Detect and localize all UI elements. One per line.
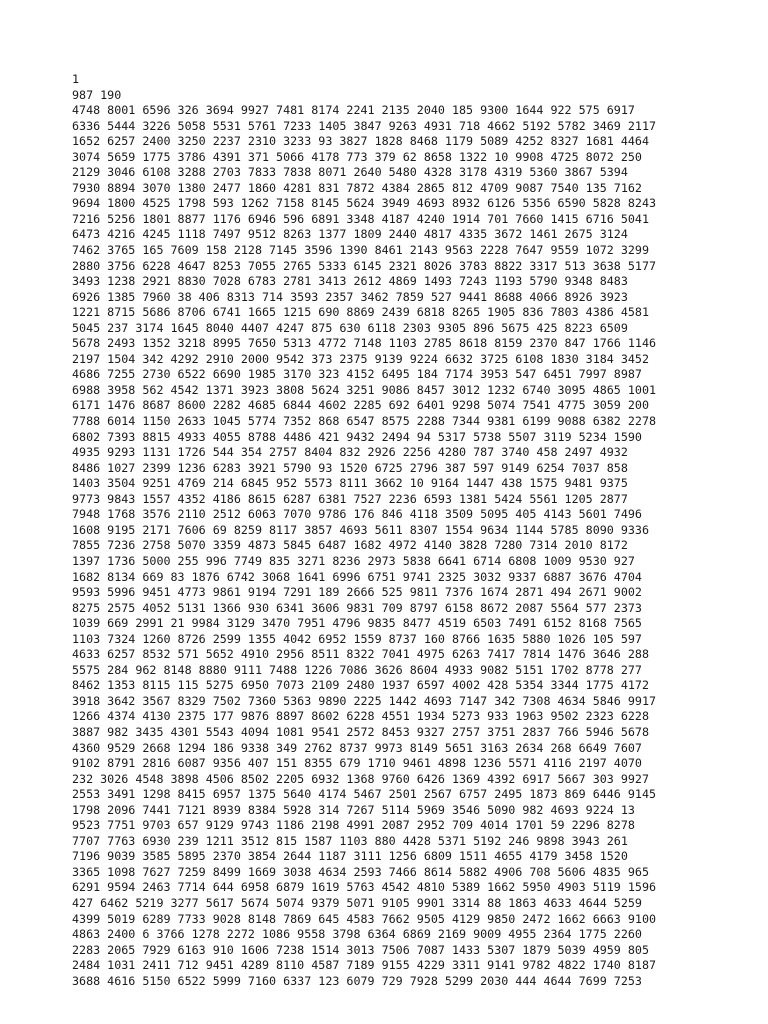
text-line: 2484 1031 2411 712 9451 4289 8110 4587 7189 9155 4229 3311 9141 9782 4822 1740 8187: [72, 958, 657, 973]
text-line: 7196 9039 3585 5895 2370 3854 2644 1187 3111 1256 6809 1511 4655 4179 3458 1520: [72, 849, 628, 864]
text-line: 7462 3765 165 7609 158 2128 7145 3596 1390 8461 2143 9563 2228 7647 9559 1072 3299: [72, 243, 649, 258]
text-line: 4748 8001 6596 326 3694 9927 7481 8174 2241 2135 2040 185 9300 1644 922 575 6917: [72, 103, 635, 118]
text-line: 2197 1504 342 4292 2910 2000 9542 373 2375 9139 9224 6632 3725 6108 1830 3184 3452: [72, 351, 649, 366]
text-line: 8486 1027 2399 1236 6283 3921 5790 93 1520 6725 2796 387 597 9149 6254 7037 858: [72, 460, 628, 475]
text-line: 7707 7763 6930 239 1211 3512 815 1587 1103 880 4428 5371 5192 246 9898 3943 261: [72, 833, 628, 848]
text-line: 4360 9529 2668 1294 186 9338 349 2762 8737 9973 8149 5651 3163 2634 268 6649 7607: [72, 740, 642, 755]
text-line: 2129 3046 6108 3288 2703 7833 7838 8071 2640 5480 4328 3178 4319 5360 3867 5394: [72, 165, 628, 180]
text-line: 1682 8134 669 83 1876 6742 3068 1641 6996 6751 9741 2325 3032 9337 6887 3676 4704: [72, 569, 642, 584]
text-line: 4686 7255 2730 6522 6690 1985 3170 323 4152 6495 184 7174 3953 547 6451 7997 8987: [72, 367, 642, 382]
text-line: 2880 3756 6228 4647 8253 7055 2765 5333 6145 2321 8026 3783 8822 3317 513 3638 5177: [72, 258, 657, 273]
text-line: 1266 4374 4130 2375 177 9876 8897 8602 6228 4551 1934 5273 933 1963 9502 2323 6228: [72, 709, 649, 724]
text-line: 8275 2575 4052 5131 1366 930 6341 3606 9831 709 8797 6158 8672 2087 5564 577 2373: [72, 600, 642, 615]
text-line: 6988 3958 562 4542 1371 3923 3808 5624 3251 9086 8457 3012 1232 6740 3095 4865 1001: [72, 382, 657, 397]
text-line: 9523 7751 9703 657 9129 9743 1186 2198 4991 2087 2952 709 4014 1701 59 2296 8278: [72, 818, 635, 833]
text-line: 7930 8894 3070 1380 2477 1860 4281 831 7872 4384 2865 812 4709 9087 7540 135 7162: [72, 180, 642, 195]
text-line: 7855 7236 2758 5070 3359 4873 5845 6487 1682 4972 4140 3828 7280 7314 2010 8172: [72, 538, 628, 553]
text-line: 1221 8715 5686 8706 6741 1665 1215 690 8869 2439 6818 8265 1905 836 7803 4386 4581: [72, 305, 649, 320]
text-line: 987 190: [72, 87, 122, 102]
text-line: 1039 669 2991 21 9984 3129 3470 7951 4796 9835 8477 4519 6503 7491 6152 8168 7565: [72, 616, 642, 631]
document-body: [72, 72, 762, 989]
text-line: 4633 6257 8532 571 5652 4910 2956 8511 8322 7041 4975 6263 7417 7814 1476 3646 288: [72, 647, 649, 662]
text-line: 1103 7324 1260 8726 2599 1355 4042 6952 1559 8737 160 8766 1635 5880 1026 105 597: [72, 631, 642, 646]
text-line: 9694 1800 4525 1798 593 1262 7158 8145 5624 3949 4693 8932 6126 5356 6590 5828 8243: [72, 196, 657, 211]
text-line: 6473 4216 4245 1118 7497 9512 8263 1377 1809 2440 4817 4335 3672 1461 2675 3124: [72, 227, 628, 242]
text-line: 4935 9293 1131 1726 544 354 2757 8404 832 2926 2256 4280 787 3740 458 2497 4932: [72, 445, 628, 460]
text-line: 5045 237 3174 1645 8040 4407 4247 875 630 6118 2303 9305 896 5675 425 8223 6509: [72, 320, 628, 335]
text-line: 1608 9195 2171 7606 69 8259 8117 3857 4693 5611 8307 1554 9634 1144 5785 8090 9336: [72, 522, 649, 537]
text-line: 6171 1476 8687 8600 2282 4685 6844 4602 2285 692 6401 9298 5074 7541 4775 3059 200: [72, 398, 649, 413]
text-line: 6336 5444 3226 5058 5531 5761 7233 1405 3847 9263 4931 718 4662 5192 5782 3469 2117: [72, 118, 657, 133]
text-line: 9773 9843 1557 4352 4186 8615 6287 6381 7527 2236 6593 1381 5424 5561 1205 2877: [72, 491, 628, 506]
text-line: 2283 2065 7929 6163 910 1606 7238 1514 3013 7506 7087 1433 5307 1879 5039 4959 805: [72, 942, 649, 957]
text-line: 6926 1385 7960 38 406 8313 714 3593 2357 3462 7859 527 9441 8688 4066 8926 3923: [72, 289, 628, 304]
text-line: 3074 5659 1775 3786 4391 371 5066 4178 773 379 62 8658 1322 10 9908 4725 8072 250: [72, 149, 642, 164]
text-line: 7788 6014 1150 2633 1045 5774 7352 868 6547 8575 2288 7344 9381 6199 9088 6382 2278: [72, 414, 657, 429]
text-line: 8462 1353 8115 115 5275 6950 7073 2109 2480 1937 6597 4002 428 5354 3344 1775 4172: [72, 678, 649, 693]
text-line: 3493 1238 2921 8830 7028 6783 2781 3413 2612 4869 1493 7243 1193 5790 9348 8483: [72, 274, 628, 289]
text-line: 3688 4616 5150 6522 5999 7160 6337 123 6079 729 7928 5299 2030 444 4644 7699 7253: [72, 973, 642, 988]
text-line: 3365 1098 7627 7259 8499 1669 3038 4634 2593 7466 8614 5882 4906 708 5606 4835 965: [72, 864, 649, 879]
text-line: 6802 7393 8815 4933 4055 8788 4486 421 9432 2494 94 5317 5738 5507 3119 5234 1590: [72, 429, 642, 444]
text-line: 7948 1768 3576 2110 2512 6063 7070 9786 176 846 4118 3509 5095 405 4143 5601 7496: [72, 507, 642, 522]
text-line: 232 3026 4548 3898 4506 8502 2205 6932 1368 9760 6426 1369 4392 6917 5667 303 9927: [72, 771, 649, 786]
text-line: 9593 5996 9451 4773 9861 9194 7291 189 2666 525 9811 7376 1674 2871 494 2671 9002: [72, 585, 642, 600]
text-line: 5575 284 962 8148 8880 9111 7488 1226 7086 3626 8604 4933 9082 5151 1702 8778 277: [72, 662, 642, 677]
text-line: 1798 2096 7441 7121 8939 8384 5928 314 7267 5114 5969 3546 5090 982 4693 9224 13: [72, 802, 635, 817]
text-line: 1: [72, 72, 80, 86]
text-line: 5678 2493 1352 3218 8995 7650 5313 4772 7148 1103 2785 8618 8159 2370 847 1766 1146: [72, 336, 657, 351]
text-line: 1403 3504 9251 4769 214 6845 952 5573 8111 3662 10 9164 1447 438 1575 9481 9375: [72, 476, 628, 491]
text-line: 7216 5256 1801 8877 1176 6946 596 6891 3348 4187 4240 1914 701 7660 1415 6716 5041: [72, 211, 649, 226]
text-line: 2553 3491 1298 8415 6957 1375 5640 4174 5467 2501 2567 6757 2495 1873 869 6446 9145: [72, 787, 657, 802]
text-line: 6291 9594 2463 7714 644 6958 6879 1619 5763 4542 4810 5389 1662 5950 4903 5119 1596: [72, 880, 657, 895]
text-line: 3918 3642 3567 8329 7502 7360 5363 9890 2225 1442 4693 7147 342 7308 4634 5846 9917: [72, 693, 657, 708]
text-line: 4863 2400 6 3766 1278 2272 1086 9558 3798 6364 6869 2169 9009 4955 2364 1775 2260: [72, 927, 642, 942]
text-line: 427 6462 5219 3277 5617 5674 5074 9379 5071 9105 9901 3314 88 1863 4633 4644 5259: [72, 895, 642, 910]
text-line: 4399 5019 6289 7733 9028 8148 7869 645 4583 7662 9505 4129 9850 2472 1662 6663 9100: [72, 911, 657, 926]
text-line: 1397 1736 5000 255 996 7749 835 3271 8236 2973 5838 6641 6714 6808 1009 9530 927: [72, 553, 635, 568]
text-line: 9102 8791 2816 6087 9356 407 151 8355 679 1710 9461 4898 1236 5571 4116 2197 4070: [72, 756, 642, 771]
text-line: 3887 982 3435 4301 5543 4094 1081 9541 2572 8453 9327 2757 3751 2837 766 5946 5678: [72, 724, 649, 739]
text-line: 1652 6257 2400 3250 2237 2310 3233 93 3827 1828 8468 1179 5089 4252 8327 1681 4464: [72, 134, 649, 149]
